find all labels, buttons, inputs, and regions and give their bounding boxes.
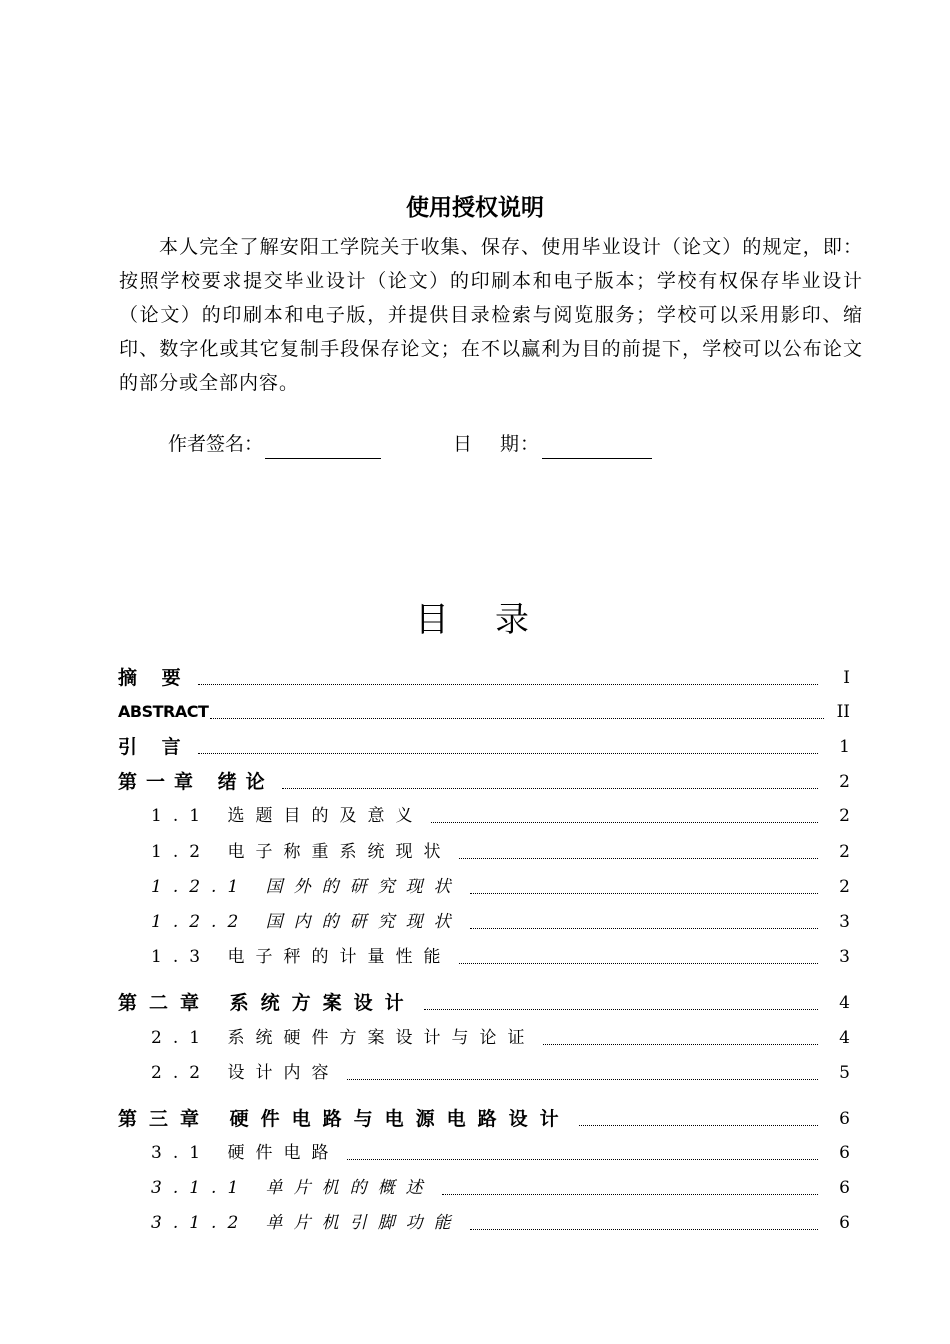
toc-entry[interactable] — [151, 908, 850, 934]
authorization-paragraph — [119, 230, 863, 400]
toc-page-number: 6 — [839, 1178, 850, 1198]
toc-page-number: 2 — [839, 772, 850, 792]
toc-page-number: 1 — [839, 737, 850, 757]
toc-page-number: 6 — [839, 1213, 850, 1233]
toc-page-number: II — [836, 702, 850, 722]
toc-entry[interactable] — [118, 733, 850, 759]
toc-page-number: 2 — [839, 877, 850, 897]
toc-dot-leader — [282, 788, 818, 789]
toc-entry[interactable] — [118, 1105, 850, 1131]
toc-entry[interactable] — [151, 1209, 850, 1235]
toc-entry-title: 1.2.1 国外的研究现状 — [151, 877, 462, 897]
toc-dot-leader — [543, 1044, 818, 1045]
toc-entry[interactable] — [151, 873, 850, 899]
toc-page-number: 4 — [839, 1028, 850, 1048]
toc-dot-leader — [210, 718, 824, 719]
toc-entry[interactable] — [151, 1024, 850, 1050]
toc-entry[interactable] — [151, 1174, 850, 1200]
toc-entry-title: 摘 要 — [118, 667, 190, 689]
toc-page-number: I — [843, 668, 850, 688]
toc-page-number: 6 — [839, 1109, 850, 1129]
signature-row — [168, 429, 652, 459]
toc-page-number: 2 — [839, 806, 850, 826]
toc-page-number: 4 — [839, 993, 850, 1013]
toc-entry-title: 3.1.2 单片机引脚功能 — [151, 1213, 462, 1233]
toc-entry-title: 1.3 电子秤的计量性能 — [151, 947, 452, 967]
toc-title: 目录 — [415, 600, 575, 640]
toc-page-number: 2 — [839, 842, 850, 862]
toc-dot-leader — [347, 1079, 818, 1080]
toc-dot-leader — [470, 928, 818, 929]
toc-entry-title: 第三章 硬件电路与电源电路设计 — [118, 1108, 571, 1130]
toc-entry[interactable] — [151, 1139, 850, 1165]
toc-entry[interactable] — [151, 838, 850, 864]
signature-label: 作者签名： — [168, 433, 264, 455]
toc-dot-leader — [442, 1194, 818, 1195]
toc-entry[interactable] — [118, 698, 850, 724]
authorization-text: 本人完全了解安阳工学院关于收集、保存、使用毕业设计（论文）的规定，即：按照学校要求提交毕业设计（论文）的印刷本和电子版本；学校有权保存毕业设计（论文）的印刷本和电子版，并提供目录检索与阅览服务；学校可以采用影印、缩印、数字化或其它复制手段保存论文；在不以赢利为目的前提下，学校可以公布论文的部分或全部内容。 — [119, 236, 863, 394]
date-line — [542, 436, 652, 459]
toc-entry-title: ABSTRACT — [118, 702, 209, 721]
toc-entry[interactable] — [151, 943, 850, 969]
toc-entry[interactable] — [118, 989, 850, 1015]
toc-page-number: 3 — [839, 912, 850, 932]
toc-page-number: 6 — [839, 1143, 850, 1163]
toc-page-number: 5 — [839, 1063, 850, 1083]
toc-entry-title: 1.2 电子称重系统现状 — [151, 842, 452, 862]
toc-page-number: 3 — [839, 947, 850, 967]
toc-entry-title: 2.2 设计内容 — [151, 1063, 340, 1083]
toc-entry-title: 引 言 — [118, 736, 190, 758]
toc-dot-leader — [470, 1229, 818, 1230]
toc-entry-title: 1.1 选题目的及意义 — [151, 806, 424, 826]
toc-entry-title: 3.1 硬件电路 — [151, 1143, 340, 1163]
toc-entry-title: 3.1.1 单片机的概述 — [151, 1178, 434, 1198]
toc-entry[interactable] — [118, 664, 850, 690]
toc-dot-leader — [579, 1125, 818, 1126]
toc-dot-leader — [347, 1159, 818, 1160]
signature-line — [265, 436, 381, 459]
toc-entry[interactable] — [118, 768, 850, 794]
authorization-title: 使用授权说明 — [406, 195, 544, 221]
toc-dot-leader — [459, 963, 818, 964]
toc-dot-leader — [459, 858, 818, 859]
toc-entry[interactable] — [151, 802, 850, 828]
toc-dot-leader — [424, 1009, 818, 1010]
toc-entry[interactable] — [151, 1059, 850, 1085]
toc-entry-title: 第一章 绪论 — [118, 771, 274, 793]
toc-dot-leader — [198, 753, 818, 754]
toc-entry-title: 2.1 系统硬件方案设计与论证 — [151, 1028, 536, 1048]
toc-entry-title: 1.2.2 国内的研究现状 — [151, 912, 462, 932]
toc-dot-leader — [470, 893, 818, 894]
toc-dot-leader — [431, 822, 818, 823]
toc-dot-leader — [198, 684, 818, 685]
toc-entry-title: 第二章 系统方案设计 — [118, 992, 416, 1014]
date-label: 日 期： — [453, 433, 541, 455]
